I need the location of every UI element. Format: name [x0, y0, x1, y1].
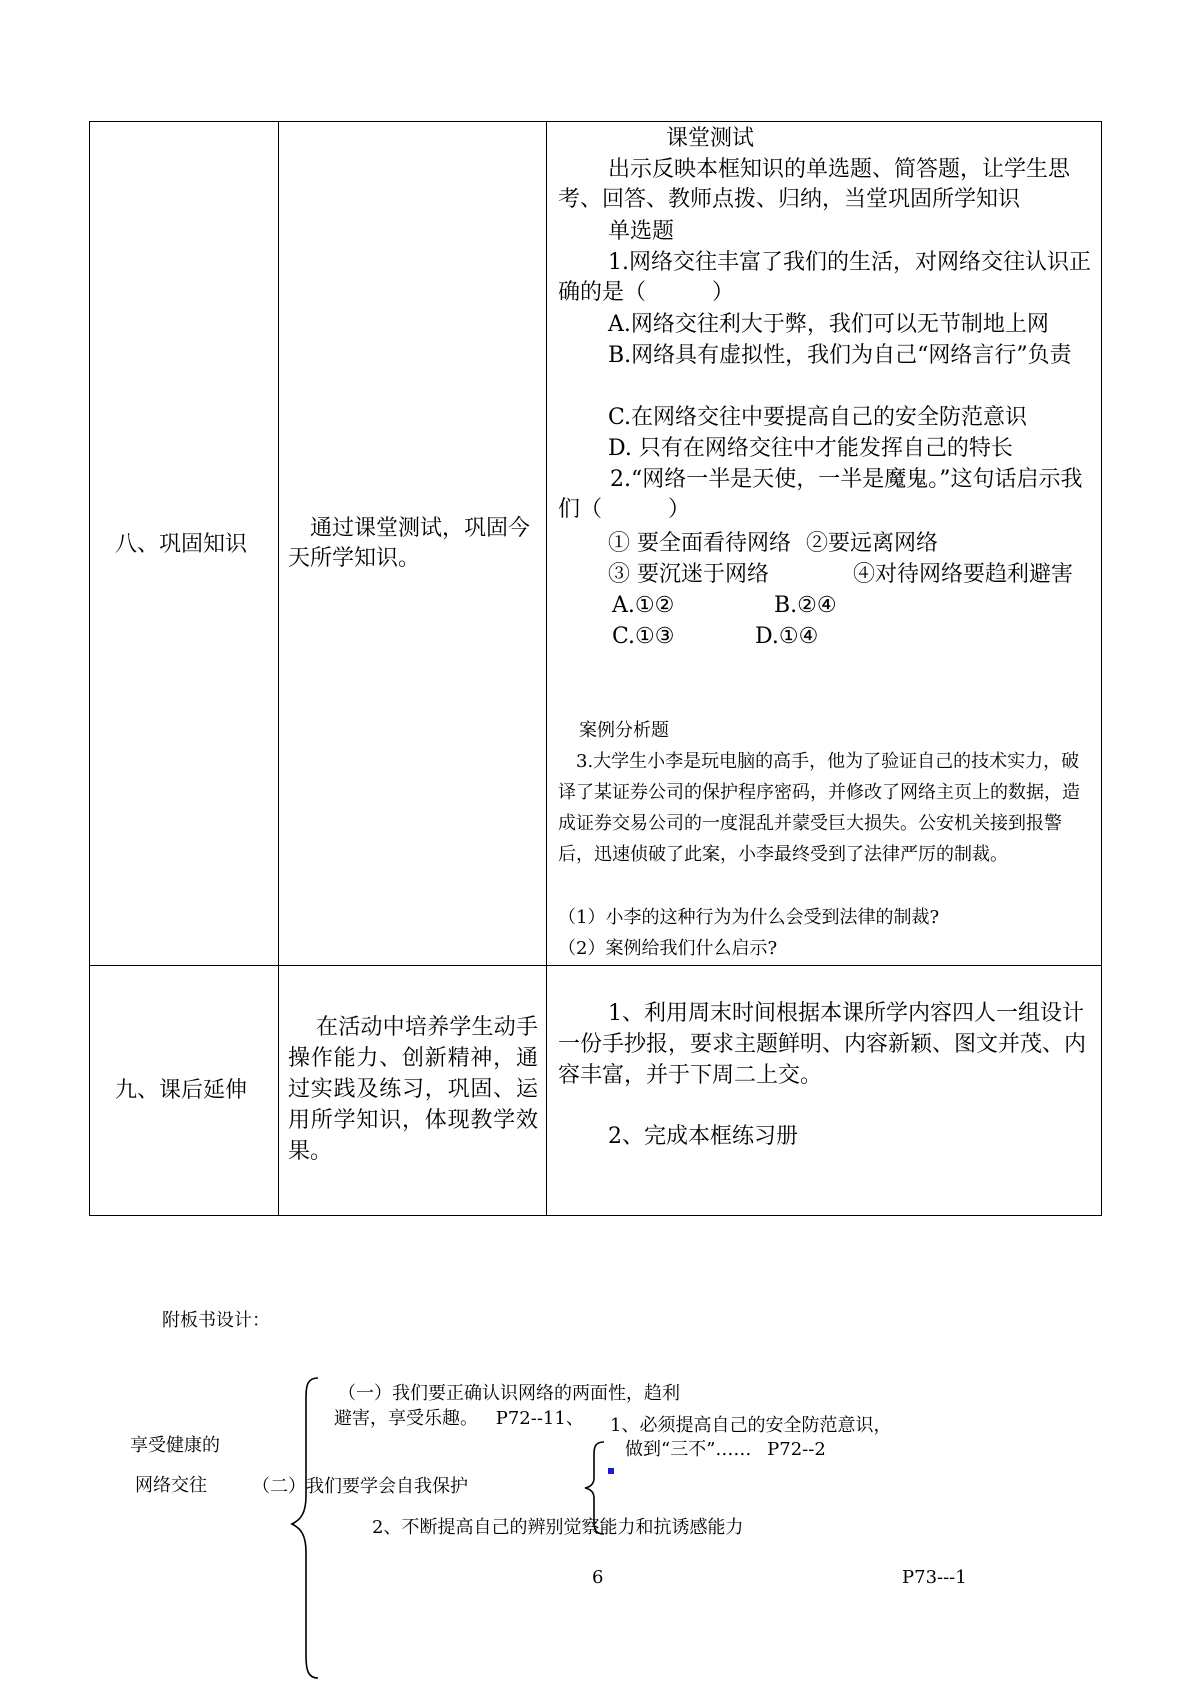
purpose-consolidate [288, 514, 538, 574]
table-border-left [89, 121, 90, 1216]
quiz-intro-text: 出示反映本框知识的单选题、简答题，让学生思考、回答、教师点拨、归纳，当堂巩固所学知识 [558, 157, 1071, 212]
case-text-body: 3.大学生小李是玩电脑的高手，他为了验证自己的技术实力，破译了某证券公司的保护程序密码，并修改了网络主页上的数据，造成证券交易公司的一度混乱并蒙受巨大损失。公安机关接到报警后，迅速侦破了此案，小李最终受到了法律严厉的制裁。 [558, 751, 1080, 865]
q1-option-b [558, 341, 1092, 371]
purpose-extension [288, 1012, 538, 1167]
question-1-stem [558, 248, 1092, 308]
homework-task-1-text: 1、利用周末时间根据本课所学内容四人一组设计一份手抄报，要求主题鲜明、内容新颖、图文并茂、内容丰富，并于下周二上交。 [558, 1001, 1087, 1088]
q2-choice-d: D.①④ [755, 624, 819, 649]
case-text [558, 746, 1080, 870]
board-point-1-line-2 [334, 1404, 584, 1434]
q1-option-a: A.网络交往利大于弊，我们可以无节制地上网 [608, 312, 1049, 337]
case-analysis-label: 案例分析题 [579, 720, 669, 741]
single-choice-label: 单选题 [608, 219, 675, 244]
question-2-text: 2.“网络一半是天使，一半是魔鬼。”这句话启示我们（ ） [558, 467, 1083, 522]
q1-option-b-text: B.网络具有虚拟性，我们为自己“网络言行”负责 [608, 343, 1072, 368]
board-topic-line-1: 享受健康的 [130, 1435, 220, 1456]
q2-statement-2: ②要远离网络 [806, 531, 939, 556]
question-2-stem [558, 465, 1092, 525]
cursor-marker [608, 1468, 614, 1474]
table-col-divider-2 [546, 121, 547, 1216]
board-ref-bottom: P73---1 [902, 1567, 967, 1588]
case-question-1: （1）小李的这种行为为什么会受到法律的制裁? [558, 907, 940, 928]
case-question-2: （2）案例给我们什么启示? [558, 938, 778, 959]
q2-statement-4: ④对待网络要趋利避害 [853, 562, 1074, 587]
board-point-1-ref: P72--11、 [495, 1408, 584, 1429]
q2-choice-b: B.②④ [774, 593, 837, 618]
table-border-right [1101, 121, 1102, 1216]
table-border-top [89, 121, 1102, 122]
board-sub-2: 2、不断提高自己的辨别觉察能力和抗诱感能力 [372, 1517, 744, 1538]
purpose-text: 通过课堂测试，巩固今天所学知识。 [288, 516, 531, 571]
q2-statement-1: ① 要全面看待网络 [608, 531, 791, 556]
homework-task-1 [558, 998, 1092, 1091]
table-col-divider-1 [278, 121, 279, 1216]
q2-choice-c: C.①③ [612, 624, 675, 649]
quiz-heading: 课堂测试 [666, 126, 755, 151]
q1-option-d: D. 只有在网络交往中才能发挥自己的特长 [608, 436, 1013, 461]
board-point-2: （二）我们要学会自我保护 [252, 1476, 468, 1497]
q2-statement-3: ③ 要沉迷于网络 [608, 562, 769, 587]
q2-choice-a: A.①② [612, 593, 675, 618]
board-sub-1-text: 做到“三不”…… [625, 1439, 752, 1460]
quiz-intro [558, 155, 1092, 215]
board-point-1-line-1: （一）我们要正确认识网络的两面性，趋利 [338, 1383, 680, 1404]
q1-option-c: C.在网络交往中要提高自己的安全防范意识 [608, 405, 1028, 430]
board-topic-line-2: 网络交往 [135, 1475, 207, 1496]
board-sub-1-line-2 [625, 1435, 826, 1465]
section-label-extension: 九、课后延伸 [115, 1078, 248, 1103]
page-number: 6 [592, 1567, 604, 1588]
homework-task-2: 2、完成本框练习册 [608, 1124, 798, 1149]
table-row-divider [89, 965, 1102, 966]
board-main-brace [288, 1376, 328, 1680]
board-sub-1-line-1: 1、必须提高自己的安全防范意识， [610, 1415, 892, 1436]
section-label-consolidate: 八、巩固知识 [115, 532, 248, 557]
board-sub-1-ref: P72--2 [767, 1439, 826, 1460]
board-design-label: 附板书设计： [162, 1310, 270, 1331]
table-border-bottom [89, 1215, 1102, 1216]
question-1-text: 1.网络交往丰富了我们的生活，对网络交往认识正确的是（ ） [558, 250, 1091, 305]
purpose-extension-text: 在活动中培养学生动手操作能力、创新精神，通过实践及练习，巩固、运用所学知识，体现教学效果。 [288, 1015, 538, 1164]
board-point-1-text: 避害，享受乐趣。 [334, 1408, 478, 1429]
